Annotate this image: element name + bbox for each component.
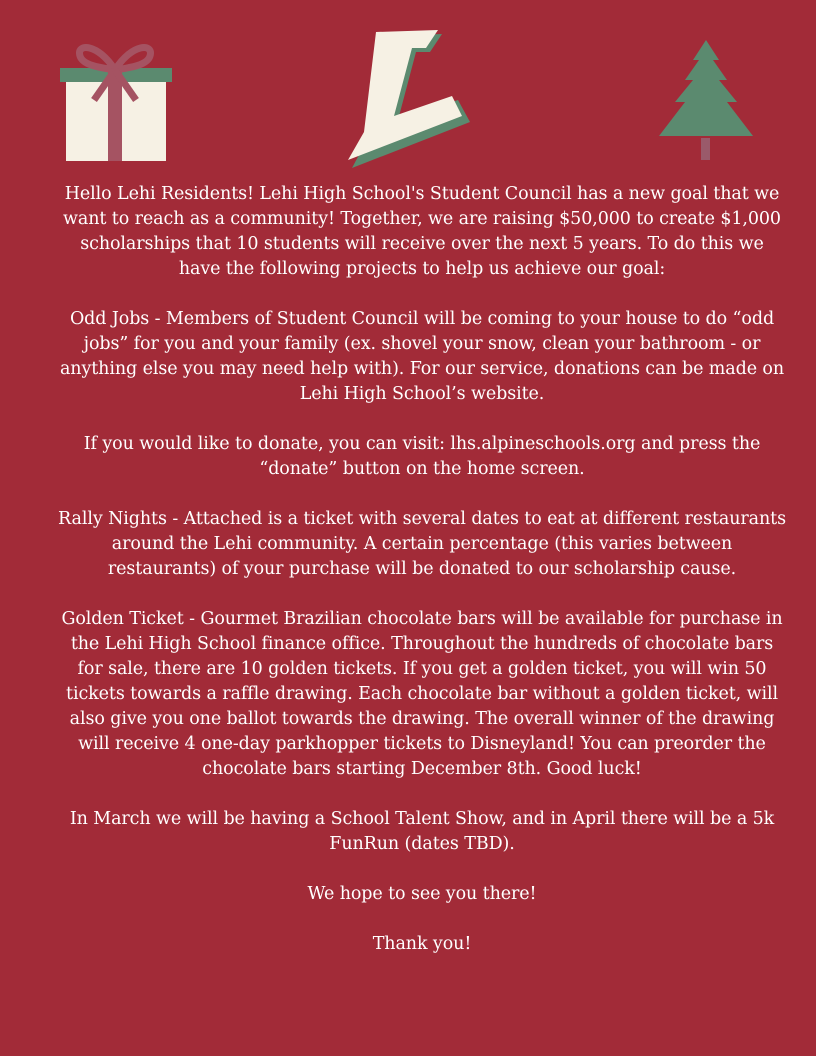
- christmas-tree-icon: [655, 38, 757, 162]
- donate-paragraph: If you would like to donate, you can visit: lhs.alpineschools.org and press the “donate” button on the home screen.: [83, 434, 761, 479]
- thank-you-paragraph: Thank you!: [372, 934, 472, 954]
- hope-paragraph: We hope to see you there!: [307, 884, 537, 904]
- intro-paragraph: Hello Lehi Residents! Lehi High School's Student Council has a new goal that we want to reach as a community! Together, we are raising $50,000 to create $1,000 scholarships that 10 students will receive over the next 5 years. To do this we have the following projects to help us achieve our goal:: [63, 184, 781, 279]
- upcoming-events-paragraph: In March we will be having a School Talent Show, and in April there will be a 5k FunRun (dates TBD).: [69, 809, 775, 854]
- lehi-l-logo: [340, 28, 476, 170]
- odd-jobs-paragraph: Odd Jobs - Members of Student Council will be coming to your house to do “odd jobs” for you and your family (ex. shovel your snow, clean your bathroom - or anything else you may need help with). For our service, donations can be made on Lehi High School’s website.: [59, 309, 785, 404]
- gift-icon: [58, 38, 174, 162]
- flyer-body: [58, 182, 786, 982]
- golden-ticket-paragraph: Golden Ticket - Gourmet Brazilian chocolate bars will be available for purchase in the Lehi High School finance office. Throughout the hundreds of chocolate bars for sale, there are 10 golden tickets. If you get a golden ticket, you will win 50 tickets towards a raffle drawing. Each chocolate bar without a golden ticket, will also give you one ballot towards the drawing. The overall winner of the drawing will receive 4 one-day parkhopper tickets to Disneyland! You can preorder the chocolate bars starting December 8th. Good luck!: [61, 609, 783, 779]
- rally-nights-paragraph: Rally Nights - Attached is a ticket with several dates to eat at different restaurants around the Lehi community. A certain percentage (this varies between restaurants) of your purchase will be donated to our scholarship cause.: [58, 509, 786, 579]
